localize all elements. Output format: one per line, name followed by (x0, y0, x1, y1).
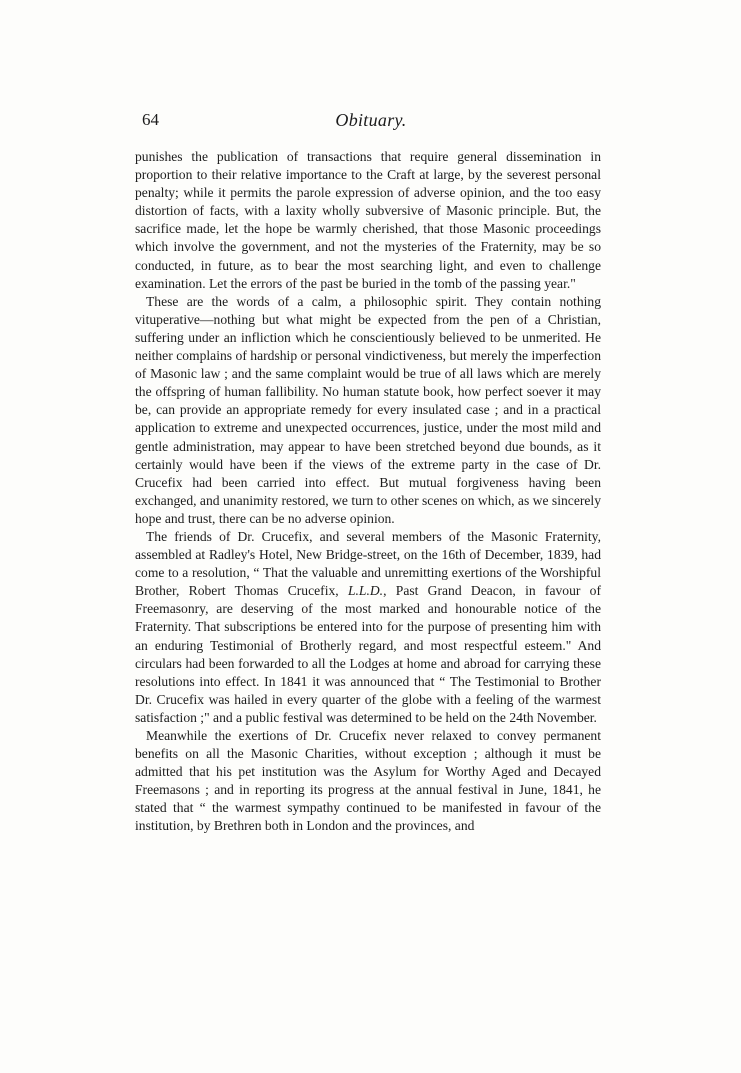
running-title: Obituary. (335, 110, 407, 130)
paragraph-4: Meanwhile the exertions of Dr. Crucefix never relaxed to convey permanent benefits on all the Masonic Charities, without exception ; although it must be admitted that his pet institution was the Asylum for Worthy Aged and Decayed Freemasons ; and in reporting its progress at the annual festival in June, 1841, he stated that “ the warmest sympathy continued to be manifested in favour of the institution, by Brethren both in London and the provinces, and (135, 728, 601, 834)
paragraph-3-text-before: The friends of Dr. Crucefix, and several members of the Masonic Fraternity, assembled at Radley's Hotel, New Bridge-street, on the 16th of December, 1839, had come to a resolution, “ That the valuable and unremitting exertions of the Worshipful Brother, Robert Thomas Crucefix, (135, 528, 601, 599)
paragraph-2: These are the words of a calm, a philosophic spirit. They contain nothing vituperative—nothing but what might be expected from the pen of a Christian, suffering under an infliction which he conscientiously believed to be unmerited. He neither complains of hardship or personal vindictiveness, but merely the imperfection of Masonic law ; and the same complaint would be true of all laws which are merely the offspring of human fallibility. No human statute book, how perfect soever it may be, can provide an appropriate remedy for every insulated case ; and in a practical application to extreme and unexpected occurrences, justice, under the most mild and gentle administration, may appear to have been stretched beyond due bounds, as it certainly would have been if the views of the extreme party in the case of Dr. Crucefix had been carried into effect. But mutual forgiveness having been exchanged, and unanimity restored, we turn to other scenes on which, as we sincerely hope and trust, there can be no adverse opinion. (135, 293, 601, 526)
paragraph-1: punishes the publication of transactions that require general dissemination in proportion to their relative importance to the Craft at large, by the severest personal penalty; while it permits the parole expression of adverse opinion, and the too easy distortion of facts, with a laxity wholly subversive of Masonic principle. But, the sacrifice made, let the hope be warmly cherished, that those Masonic proceedings which involve the government, and not the mysteries of the Fraternity, may be so conducted, in future, as to bear the most searching light, and even to challenge examination. Let the errors of the past be buried in the tomb of the passing year." (135, 149, 601, 291)
body-text (135, 148, 601, 836)
paragraph-3-text-after: , Past Grand Deacon, in favour of Freemasonry, are deserving of the most marked and honourable notice of the Fraternity. That subscriptions be entered into for the purpose of presenting him with an enduring Testimonial of Brotherly regard, and most respectful esteem." And circulars had been forwarded to all the Lodges at home and abroad for carrying these resolutions into effect. In 1841 it was announced that “ The Testimonial to Brother Dr. Crucefix was hailed in every quarter of the globe with a feeling of the warmest satisfaction ;" and a public festival was determined to be held on the 24th November. (135, 583, 601, 725)
running-head (142, 110, 600, 134)
paragraph-3-italic-degree: L.L.D. (347, 583, 384, 599)
page-number: 64 (142, 110, 159, 129)
paragraph-3 (135, 528, 601, 727)
